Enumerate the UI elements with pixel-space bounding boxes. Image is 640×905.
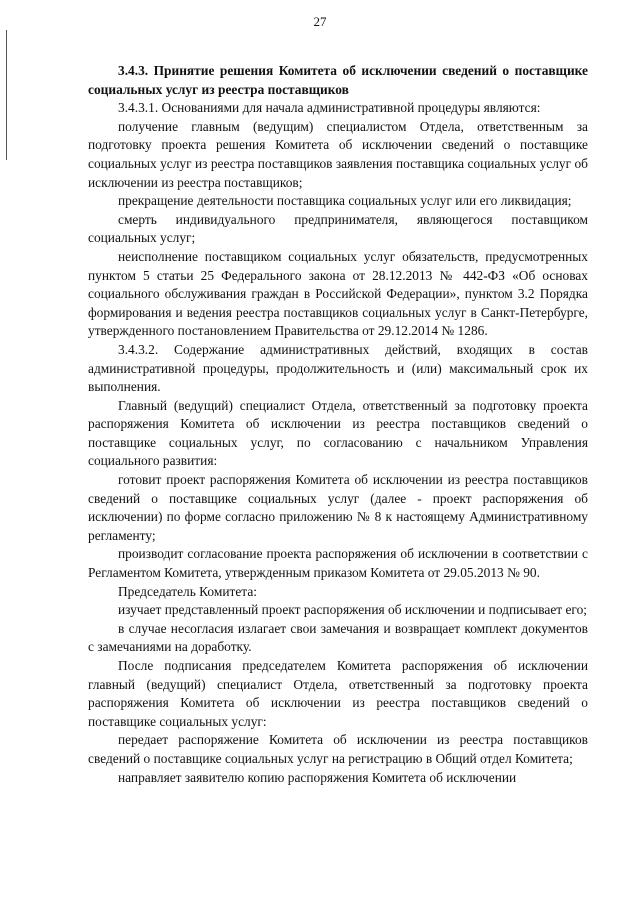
paragraph: в случае несогласия излагает свои замечания и возвращает комплект документов с замечаниями на доработку.	[88, 620, 588, 655]
paragraph: передает распоряжение Комитета об исключении из реестра поставщиков сведений о поставщике социальных услуг на регистрацию в Общий отдел Комитета;	[88, 732, 588, 766]
paragraph: Главный (ведущий) специалист Отдела, ответственный за подготовку проекта распоряжения Комитета об исключении из реестра поставщиков сведений о поставщике социальных услуг, по согласованию с начальником Управления социального развития:	[88, 397, 588, 469]
paragraph: изучает представленный проект распоряжения об исключении и подписывает его;	[118, 602, 587, 618]
paragraph: производит согласование проекта распоряжения об исключении в соответствии с Регламентом Комитета, утвержденным приказом Комитета от 29.05.2013 № 90.	[88, 546, 588, 581]
paragraph: смерть индивидуального предпринимателя, являющегося поставщиком социальных услуг;	[88, 211, 588, 246]
section-number: 3.4.3.	[118, 63, 149, 78]
paragraph: получение главным (ведущим) специалистом Отдела, ответственным за подготовку проекта решения Комитета об исключении сведений о поставщике социальных услуг из реестра поставщиков заявления поставщика социальных услуг об исключении из реестра поставщиков;	[88, 118, 588, 190]
paragraph: прекращение деятельности поставщика социальных услуг или его ликвидация;	[118, 193, 572, 209]
paragraph: 3.4.3.2. Содержание административных действий, входящих в состав административной процедуры, продолжительность и (или) максимальный срок их выполнения.	[88, 341, 588, 395]
section-title: Принятие решения Комитета об исключении сведений о поставщике социальных услуг из реестра поставщиков	[88, 63, 588, 97]
scan-margin-line	[6, 30, 7, 160]
paragraph: готовит проект распоряжения Комитета об исключении из реестра поставщиков сведений о поставщике социальных услуг (далее - проект распоряжения об исключении) по форме согласно приложению № 8 к настоящему Административному регламенту;	[88, 472, 588, 543]
section-heading	[88, 62, 588, 99]
paragraph: неисполнение поставщиком социальных услуг обязательств, предусмотренных пунктом 5 статьи 25 Федерального закона от 28.12.2013 № 442-ФЗ «Об основах социального обслуживания граждан в Российской Федерации», пунктом 3.2 Порядка формирования и ведения реестра поставщиков социальных услуг в Санкт-Петербурге, утвержденного постановлением Правительства от 29.12.2014 № 1286.	[88, 248, 588, 339]
paragraph: Председатель Комитета:	[118, 583, 257, 599]
document-body	[88, 62, 588, 787]
paragraph: 3.4.3.1. Основаниями для начала административной процедуры являются:	[118, 100, 541, 116]
paragraph: После подписания председателем Комитета распоряжения об исключении главный (ведущий) специалист Отдела, ответственный за подготовку проекта распоряжения Комитета об исключении из реестра поставщиков сведений о поставщике социальных услуг:	[88, 658, 588, 729]
paragraph: направляет заявителю копию распоряжения Комитета об исключении	[118, 769, 517, 785]
page-number: 27	[313, 14, 327, 29]
